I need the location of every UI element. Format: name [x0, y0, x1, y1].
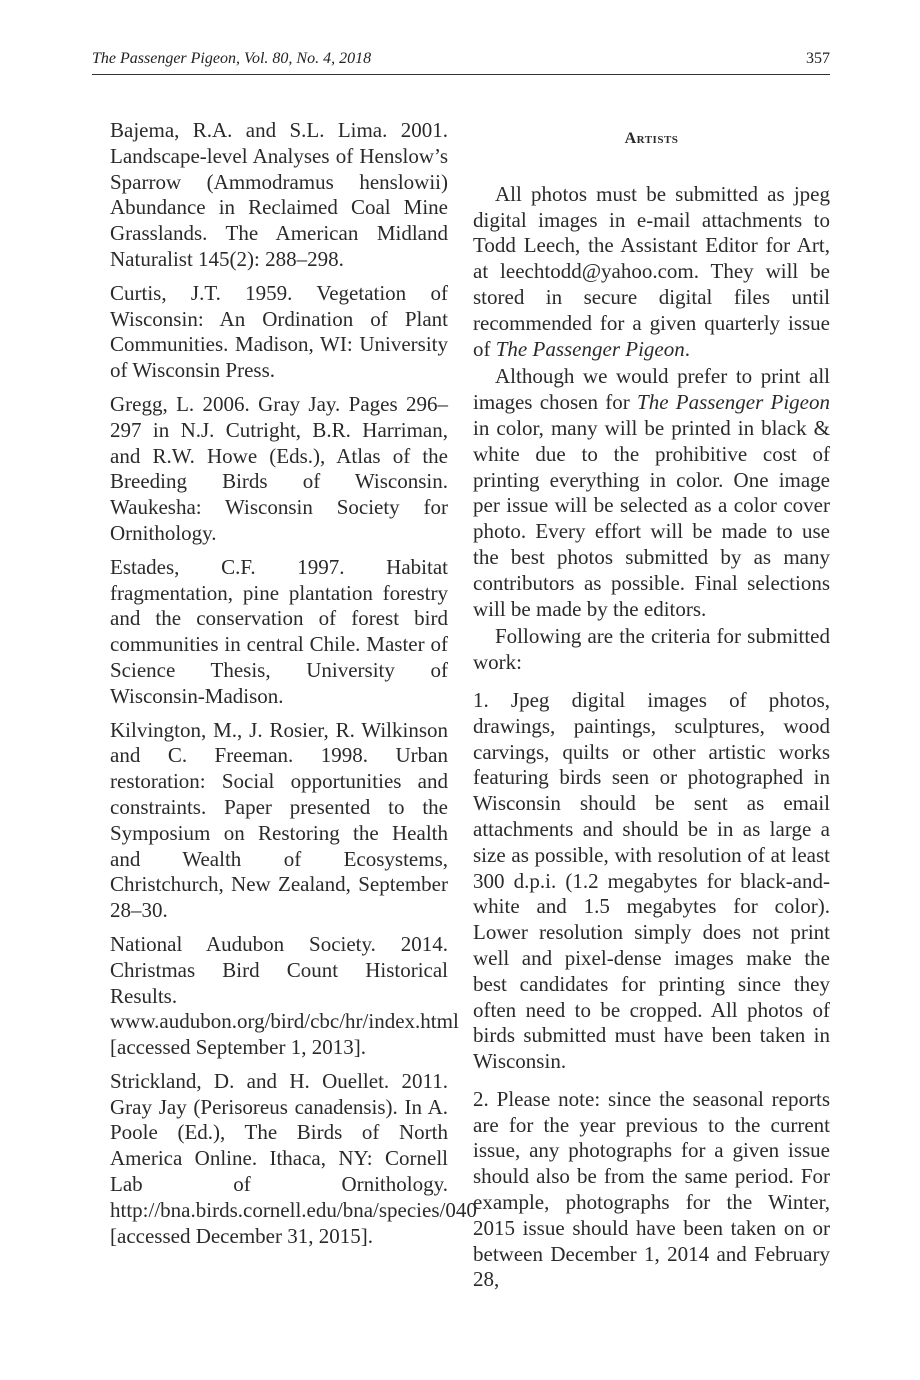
- reference-entry: National Audubon Society. 2014. Christmas Bird Count Historical Results. www.audubon.org/bird/cbc/hr/index.html [accessed September 1, 2013].: [110, 931, 459, 1060]
- reference-entry: Curtis, J.T. 1959. Vegetation of Wisconsin: An Ordination of Plant Communities. Madison, WI: University of Wisconsin Press.: [110, 280, 448, 383]
- running-header: [92, 48, 830, 75]
- paragraph: All photos must be submitted as jpeg digital images in e-mail attachments to Todd Leech, the Assistant Editor for Art, at leechtodd@yahoo.com. They will be stored in secure digital files until recommended for a given quarterly issue of The Passenger Pigeon.: [473, 181, 830, 361]
- journal-title: The Passenger Pigeon, Vol. 80, No. 4, 2018: [92, 50, 372, 67]
- criteria-item: 1. Jpeg digital images of photos, drawings, paintings, sculptures, wood carvings, quilts or other artistic works featuring birds seen or photographed in Wisconsin should be sent as email attachments and should be in as large a size as possible, with resolution of at least 300 d.p.i. (1.2 megabytes for black-and-white and 1.5 megabytes for color). Lower resolution simply does not print well and pixel-dense images make the best candidates for printing since they often need to be cropped. All photos of birds submitted must have been taken in Wisconsin.: [473, 687, 830, 1074]
- artists-section: [473, 118, 830, 1293]
- reference-entry: Kilvington, M., J. Rosier, R. Wilkinson and C. Freeman. 1998. Urban restoration: Social opportunities and constraints. Paper presented to the Symposium on Restoring the Health and Wealth of Ecosystems, Christchurch, New Zealand, September 28–30.: [110, 717, 448, 923]
- criteria-item: 2. Please note: since the seasonal reports are for the year previous to the current issue, any photographs for a given issue should also be from the same period. For example, photographs for the Winter, 2015 issue should have been taken on or between December 1, 2014 and February 28,: [473, 1086, 830, 1292]
- paragraph: Following are the criteria for submitted work:: [473, 624, 830, 675]
- page-number: 357: [806, 50, 830, 67]
- reference-entry: Estades, C.F. 1997. Habitat fragmentation, pine plantation forestry and the conservation of forest bird communities in central Chile. Master of Science Thesis, University of Wisconsin-Madison.: [110, 554, 448, 708]
- section-heading: Artists: [624, 130, 679, 147]
- journal-name: The Passenger Pigeon: [637, 390, 830, 415]
- journal-name: The Passenger Pigeon: [495, 336, 685, 361]
- references-column: [110, 118, 477, 1257]
- reference-entry: Gregg, L. 2006. Gray Jay. Pages 296–297 in N.J. Cutright, B.R. Harriman, and R.W. Howe (Eds.), Atlas of the Breeding Birds of Wisconsin. Waukesha: Wisconsin Society for Ornithology.: [110, 391, 448, 545]
- reference-entry: Strickland, D. and H. Ouellet. 2011. Gray Jay (Perisoreus canadensis). In A. Poole (Ed.), The Birds of North America Online. Ithaca, NY: Cornell Lab of Ornithology. http://bna.birds.cornell.edu/bna/species/040 [accessed December 31, 2015].: [110, 1068, 477, 1248]
- reference-entry: Bajema, R.A. and S.L. Lima. 2001. Landscape-level Analyses of Henslow’s Sparrow (Ammodramus henslowii) Abundance in Reclaimed Coal Mine Grasslands. The American Midland Naturalist 145(2): 288–298.: [110, 118, 448, 271]
- paragraph: Although we would prefer to print all images chosen for The Passenger Pigeon in color, many will be printed in black & white due to the prohibitive cost of printing everything in color. One image per issue will be selected as a color cover photo. Every effort will be made to use the best photos submitted by as many contributors as possible. Final selections will be made by the editors.: [473, 364, 830, 621]
